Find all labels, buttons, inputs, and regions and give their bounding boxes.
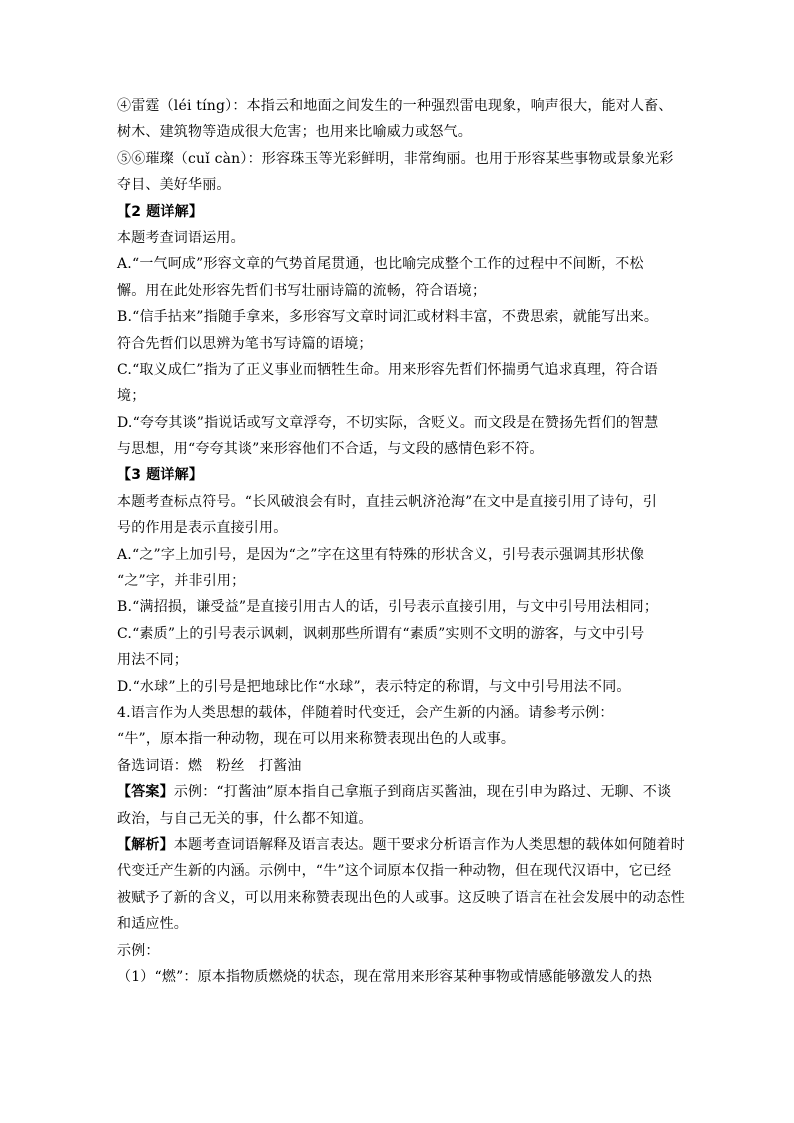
text-line: 示例：	[117, 942, 160, 959]
text-line: C.“素质”上的引号表示讽刺，讽刺那些所谓有“素质”实则不文明的游客，与文中引号	[117, 625, 645, 642]
answer-label: 【答案】	[117, 784, 174, 801]
text-line: 号的作用是表示直接引用。	[117, 520, 288, 537]
document-body	[117, 93, 686, 990]
text-line: 境；	[117, 388, 146, 405]
answer-label: 【解析】	[117, 836, 174, 853]
text-line: 本题考查词语运用。	[117, 229, 245, 246]
text-line: B.“信手拈来”指随手拿来，多形容写文章时词汇或材料丰富，不费思索，就能写出来。	[117, 309, 659, 326]
text-line	[117, 779, 677, 805]
text-line: 代变迁产生新的内涵。示例中，“牛”这个词原本仅指一种动物，但在现代汉语中，它已经	[117, 863, 672, 880]
text-line: 树木、建筑物等造成很大危害；也用来比喻威力或怒气。	[117, 124, 472, 141]
section-heading: 【2 题详解】	[117, 203, 204, 220]
text-line: 夺目、美好华丽。	[117, 177, 231, 194]
text-line: 4.语言作为人类思想的载体，伴随着时代变迁，会产生新的内涵。请参考示例：	[117, 704, 614, 721]
text-line: 与思想，用“夸夸其谈”来形容他们不合适，与文段的感情色彩不符。	[117, 441, 544, 458]
text-line: D.“夸夸其谈”指说话或写文章浮夸，不切实际，含贬义。而文段是在赞扬先哲们的智慧	[117, 414, 659, 431]
text-line: 政治，与自己无关的事，什么都不知道。	[117, 810, 373, 827]
text-line: ⑤⑥璀璨（cuǐ càn）：形容珠玉等光彩鲜明，非常绚丽。也用于形容某些事物或景象光彩	[117, 150, 674, 167]
text-line: A.“之”字上加引号，是因为“之”字在这里有特殊的形状含义，引号表示强调其形状像	[117, 546, 645, 563]
text-line: 和适应性。	[117, 916, 188, 933]
text-line: 本题考查标点符号。“长风破浪会有时，直挂云帆济沧海”在文中是直接引用了诗句，引	[117, 493, 658, 510]
text-line: “牛”，原本指一种动物，现在可以用来称赞表现出色的人或事。	[117, 731, 516, 748]
section-heading: 【3 题详解】	[117, 467, 204, 484]
text-line	[117, 832, 686, 858]
text-line: C.“取义成仁”指为了正义事业而牺牲生命。用来形容先哲们怀揣勇气追求真理，符合语	[117, 361, 658, 378]
line-text: 本题考查词语解释及语言表达。题干要求分析语言作为人类思想的载体如何随着时	[173, 836, 686, 853]
text-line: 被赋予了新的含义，可以用来称赞表现出色的人或事。这反映了语言在社会发展中的动态性	[117, 889, 685, 906]
text-line: “之”字，并非引用；	[117, 573, 246, 590]
text-line: 懈。用在此处形容先哲们书写壮丽诗篇的流畅，符合语境；	[117, 282, 487, 299]
text-line: D.“水球”上的引号是把地球比作“水球”，表示特定的称谓，与文中引号用法不同。	[117, 678, 631, 695]
text-line: 备选词语：燃 粉丝 打酱油	[117, 757, 302, 774]
line-text: 示例：“打酱油”原本指自己拿瓶子到商店买酱油，现在引申为路过、无聊、不谈	[173, 784, 672, 801]
text-line: B.“满招损，谦受益”是直接引用古人的话，引号表示直接引用，与文中引号用法相同；	[117, 599, 659, 616]
text-line: 符合先哲们以思辨为笔书写诗篇的语境；	[117, 335, 373, 352]
text-line: 用法不同；	[117, 652, 188, 669]
text-line: （1）“燃”：原本指物质燃烧的状态，现在常用来形容某种事物或情感能够激发人的热	[117, 968, 653, 985]
text-line: ④雷霆（léi tíng）：本指云和地面之间发生的一种强烈雷电现象，响声很大，能对人畜、	[117, 98, 673, 114]
text-line: A.“一气呵成”形容文章的气势首尾贯通，也比喻完成整个工作的过程中不间断，不松	[117, 256, 644, 273]
